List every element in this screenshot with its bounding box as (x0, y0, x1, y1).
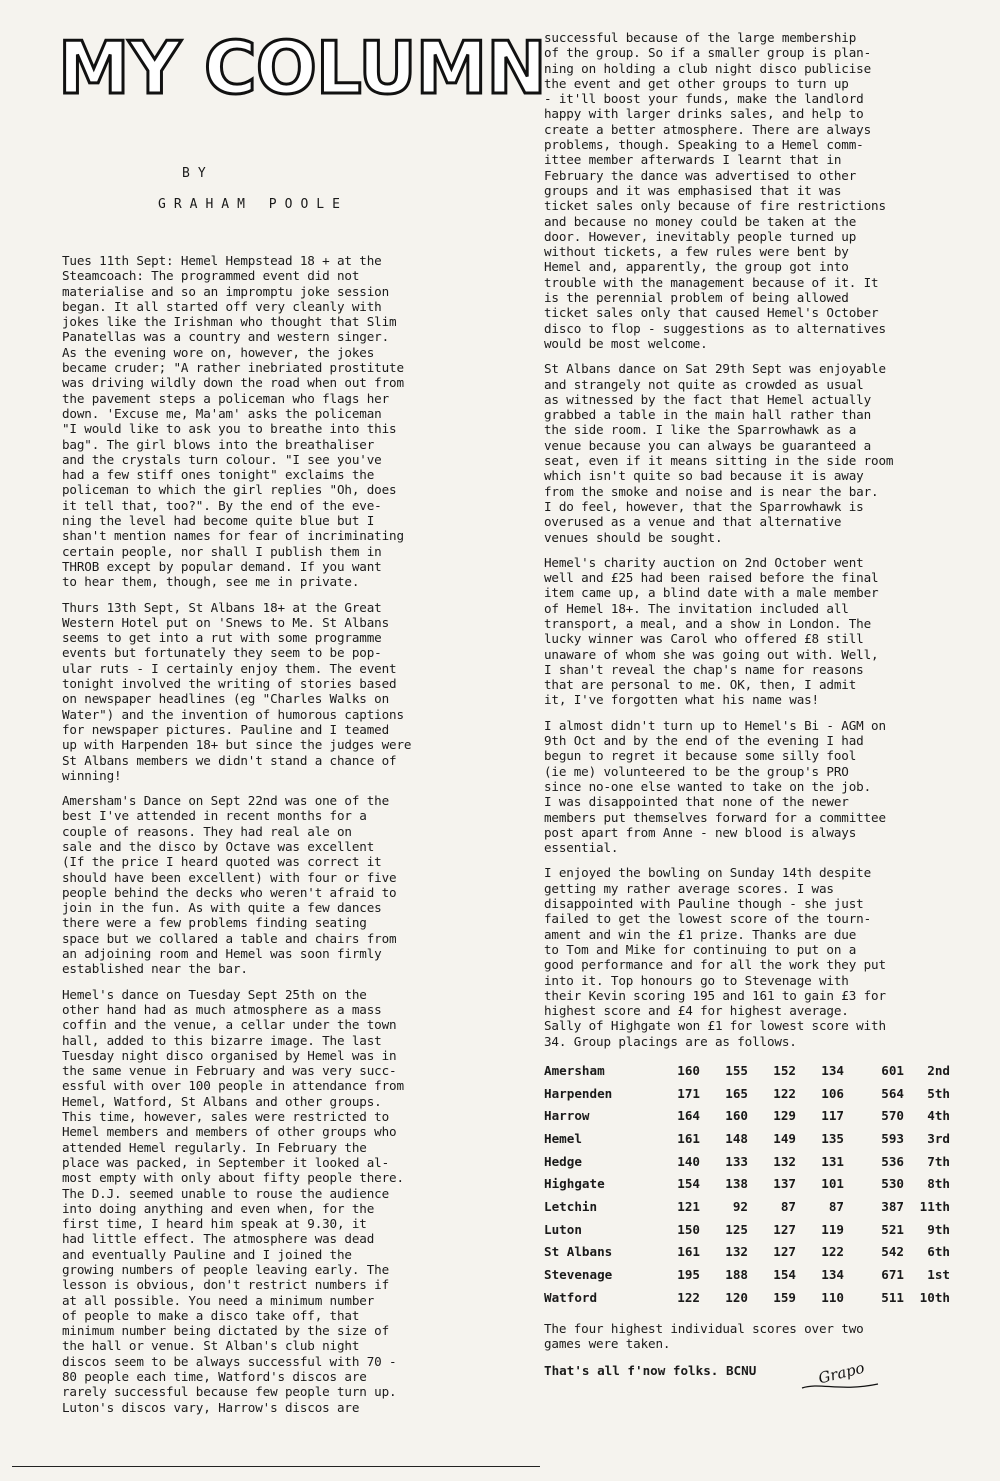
game-score-2: 165 (725, 1085, 748, 1101)
game-score-3: 137 (773, 1176, 796, 1192)
group-name: Harrow (544, 1108, 590, 1124)
game-score-2: 132 (725, 1244, 748, 1260)
game-score-2: 133 (725, 1153, 748, 1169)
placing: 11th (919, 1198, 950, 1214)
group-name: Highgate (544, 1176, 605, 1192)
total-score: 530 (881, 1176, 904, 1192)
total-score: 511 (881, 1289, 904, 1305)
paragraph-hemel-joke-session: Tues 11th Sept: Hemel Hempstead 18 + at the Steamcoach: The programmed event did not materialise and so an impromptu joke session began. It all started off very cleanly with jokes like the Irishman who thought that Slim Panatellas was a country and western singer. As the evening wore on, however, the jokes became cruder; "A rather inebriated prostitute was driving wildly down the road when out from the pavement steps a policeman who flags her down. 'Excuse me, Ma'am' asks the policeman "I would like to ask you to breathe into this bag". The girl blows into the breathaliser and the crystals turn colour. "I see you've had a few stiff ones tonight" exclaims the policeman to which the girl replies "Oh, does it tell that, too?". By the end of the eve- ning the level had become quite blue but I shan't mention names for fear of incriminating certain people, nor shall I publish them in THROB except by popular demand. If you want to hear them, though, see me in private. (62, 253, 404, 590)
total-score: 387 (881, 1198, 904, 1214)
game-score-1: 161 (677, 1244, 700, 1260)
game-score-2: 155 (725, 1062, 748, 1078)
signature: Grapo (816, 1358, 867, 1388)
placing: 9th (927, 1221, 950, 1237)
game-score-4: 134 (821, 1062, 844, 1078)
game-score-1: 154 (677, 1176, 700, 1192)
group-name: Amersham (544, 1062, 605, 1078)
table-row (544, 1218, 950, 1241)
game-score-3: 149 (773, 1130, 796, 1146)
game-score-1: 171 (677, 1085, 700, 1101)
placing: 10th (919, 1289, 950, 1305)
left-column (58, 26, 546, 1425)
game-score-1: 160 (677, 1062, 700, 1078)
table-row (544, 1059, 950, 1082)
table-row (544, 1263, 950, 1286)
paragraph-bowling: I enjoyed the bowling on Sunday 14th despite getting my rather average scores. I was disappointed with Pauline though - she just failed to get the lowest score of the tourn- ament and win the £1 prize. Thanks are due to Tom and Mike for continuing to put on a good performance and for all the work they put into it. Top honours go to Stevenage with their Kevin scoring 195 and 161 to gain £3 for highest score and £4 for highest average. Sally of Highgate won £1 for lowest score with 34. Group placings are as follows. (544, 865, 886, 1049)
placing: 3rd (927, 1130, 950, 1146)
paragraph-st-albans-snews: Thurs 13th Sept, St Albans 18+ at the Great Western Hotel put on 'Snews to Me. St Albans seems to get into a rut with some programme events but fortunately they seem to be pop- ular ruts - I certainly enjoy them. The event tonight involved the writing of stories based on newspaper headlines (eg "Charles Walks on Water") and the invention of humorous captions for newspaper pictures. Pauline and I teamed up with Harpenden 18+ but since the judges were St Albans members we didn't stand a chance of winning! (62, 599, 412, 783)
game-score-4: 101 (821, 1176, 844, 1192)
byline-by: BY (182, 166, 214, 181)
game-score-4: 110 (821, 1289, 844, 1305)
game-score-3: 152 (773, 1062, 796, 1078)
paragraph-bi-agm: I almost didn't turn up to Hemel's Bi - AGM on 9th Oct and by the end of the evening I had begun to regret it because some silly fool (ie me) volunteered to be the group's PRO since no-one else wanted to take on the job. I was disappointed that none of the newer members put themselves forward for a committee post apart from Anne - new blood is always essential. (544, 717, 886, 856)
game-score-2: 125 (725, 1221, 748, 1237)
game-score-4: 135 (821, 1130, 844, 1146)
game-score-2: 160 (725, 1108, 748, 1124)
placing: 6th (927, 1244, 950, 1260)
table-row (544, 1172, 950, 1195)
total-score: 570 (881, 1108, 904, 1124)
table-row (544, 1082, 950, 1105)
total-score: 521 (881, 1221, 904, 1237)
right-column (544, 30, 976, 1378)
table-row (544, 1286, 950, 1309)
game-score-3: 127 (773, 1244, 796, 1260)
group-name: Luton (544, 1221, 582, 1237)
total-score: 536 (881, 1153, 904, 1169)
group-name: Harpenden (544, 1085, 613, 1101)
game-score-2: 188 (725, 1267, 748, 1283)
table-row (544, 1150, 950, 1173)
game-score-4: 119 (821, 1221, 844, 1237)
paragraph-st-albans-dance: St Albans dance on Sat 29th Sept was enjoyable and strangely not quite as crowded as usual as witnessed by the fact that Hemel actually grabbed a table in the main hall rather than the side room. I like the Sparrowhawk as a venue because you can always be guaranteed a seat, even if it means sitting in the side room which isn't quite so bad because it is away from the smoke and noise and is near the bar. I do feel, however, that the Sparrowhawk is overused as a venue and that alternative venues should be sought. (544, 361, 894, 545)
byline-author: GRAHAM POOLE (158, 197, 348, 212)
game-score-4: 131 (821, 1153, 844, 1169)
table-row (544, 1127, 950, 1150)
placing: 4th (927, 1108, 950, 1124)
group-name: Letchin (544, 1198, 598, 1214)
game-score-3: 154 (773, 1267, 796, 1283)
game-score-2: 120 (725, 1289, 748, 1305)
game-score-1: 121 (677, 1198, 700, 1214)
group-name: Watford (544, 1289, 598, 1305)
game-score-4: 122 (821, 1244, 844, 1260)
game-score-3: 87 (780, 1198, 796, 1214)
bowling-scores-table (544, 1059, 950, 1309)
game-score-1: 161 (677, 1130, 700, 1146)
table-row (544, 1195, 950, 1218)
group-name: Stevenage (544, 1267, 613, 1283)
game-score-2: 92 (732, 1198, 748, 1214)
paragraph-amersham-dance: Amersham's Dance on Sept 22nd was one of the best I've attended in recent months for a couple of reasons. They had real ale on sale and the disco by Octave was excellent (If the price I heard quoted was correct it should have been excellent) with four or five people behind the decks who weren't afraid to join in the fun. As with quite a few dances there were a few problems finding seating space but we collared a table and chairs from an adjoining room and Hemel was soon firmly established near the bar. (62, 793, 397, 977)
game-score-3: 159 (773, 1289, 796, 1305)
game-score-4: 117 (821, 1108, 844, 1124)
game-score-1: 195 (677, 1267, 700, 1283)
game-score-3: 122 (773, 1085, 796, 1101)
total-score: 671 (881, 1267, 904, 1283)
signoff-text: That's all f'now folks. BCNU (544, 1363, 757, 1379)
total-score: 601 (881, 1062, 904, 1078)
placing: 2nd (927, 1062, 950, 1078)
table-row (544, 1104, 950, 1127)
game-score-2: 138 (725, 1176, 748, 1192)
group-name: Hedge (544, 1153, 582, 1169)
table-note: The four highest individual scores over two games were taken. (544, 1320, 864, 1351)
game-score-3: 129 (773, 1108, 796, 1124)
game-score-1: 150 (677, 1221, 700, 1237)
table-row (544, 1241, 950, 1264)
total-score: 564 (881, 1085, 904, 1101)
group-name: Hemel (544, 1130, 582, 1146)
game-score-1: 140 (677, 1153, 700, 1169)
bottom-rule (12, 1466, 540, 1467)
placing: 8th (927, 1176, 950, 1192)
total-score: 593 (881, 1130, 904, 1146)
game-score-1: 122 (677, 1289, 700, 1305)
game-score-4: 87 (828, 1198, 844, 1214)
placing: 5th (927, 1085, 950, 1101)
group-name: St Albans (544, 1244, 613, 1260)
placing: 1st (927, 1267, 950, 1283)
paragraph-charity-auction: Hemel's charity auction on 2nd October went well and £25 had been raised before the final item came up, a blind date with a male member of Hemel 18+. The invitation included all transport, a meal, and a show in London. The lucky winner was Carol who offered £8 still unaware of whom she was going out with. Well, I shan't reveal the chap's name for reasons that are personal to me. OK, then, I admit it, I've forgotten what his name was! (544, 554, 879, 708)
paragraph-club-night-disco: successful because of the large membership of the group. So if a smaller group is plan- ning on holding a club night disco publicise the event and get other groups to turn up - it'll boost your funds, make the landlord happy with larger drinks sales, and help to create a better atmosphere. There are always problems, though. Speaking to a Hemel comm- ittee member afterwards I learnt that in February the dance was advertised to other groups and it was emphasised that it was ticket sales only because of fire restrictions and because no money could be taken at the door. However, inevitably people turned up without tickets, a few rules were bent by Hemel and, apparently, the group got into trouble with the management because of it. It is the perennial problem of being allowed ticket sales only that caused Hemel's October disco to flop - suggestions as to alternatives would be most welcome. (544, 30, 886, 351)
placing: 7th (927, 1153, 950, 1169)
game-score-4: 134 (821, 1267, 844, 1283)
paragraph-hemel-dance: Hemel's dance on Tuesday Sept 25th on the other hand had as much atmosphere as a mass coffin and the venue, a cellar under the town hall, added to this bizarre image. The last Tuesday night disco organised by Hemel was in the same venue in February and was very succ- essful with over 100 people in attendance from Hemel, Watford, St Albans and other groups. This time, however, sales were restricted to Hemel members and members of other groups who attended Hemel regularly. In February the place was packed, in September it looked al- most empty with only about fifty people there. The D.J. seemed unable to rouse the audience into doing anything and even when, for the first time, I heard him speak at 9.30, it had little effect. The atmosphere was dead and eventually Pauline and I joined the growing numbers of people leaving early. The lesson is obvious, don't restrict numbers if at all possible. You need a minimum number of people to make a disco take off, that minimum number being dictated by the size of the hall or venue. St Alban's club night discos seem to be always successful with 70 - 80 people each time, Watford's discos are rarely successful because few people turn up. Luton's discos vary, Harrow's discos are (62, 986, 404, 1415)
game-score-2: 148 (725, 1130, 748, 1146)
game-score-4: 106 (821, 1085, 844, 1101)
game-score-1: 164 (677, 1108, 700, 1124)
total-score: 542 (881, 1244, 904, 1260)
column-title: MY COLUMN (58, 26, 546, 110)
game-score-3: 127 (773, 1221, 796, 1237)
game-score-3: 132 (773, 1153, 796, 1169)
